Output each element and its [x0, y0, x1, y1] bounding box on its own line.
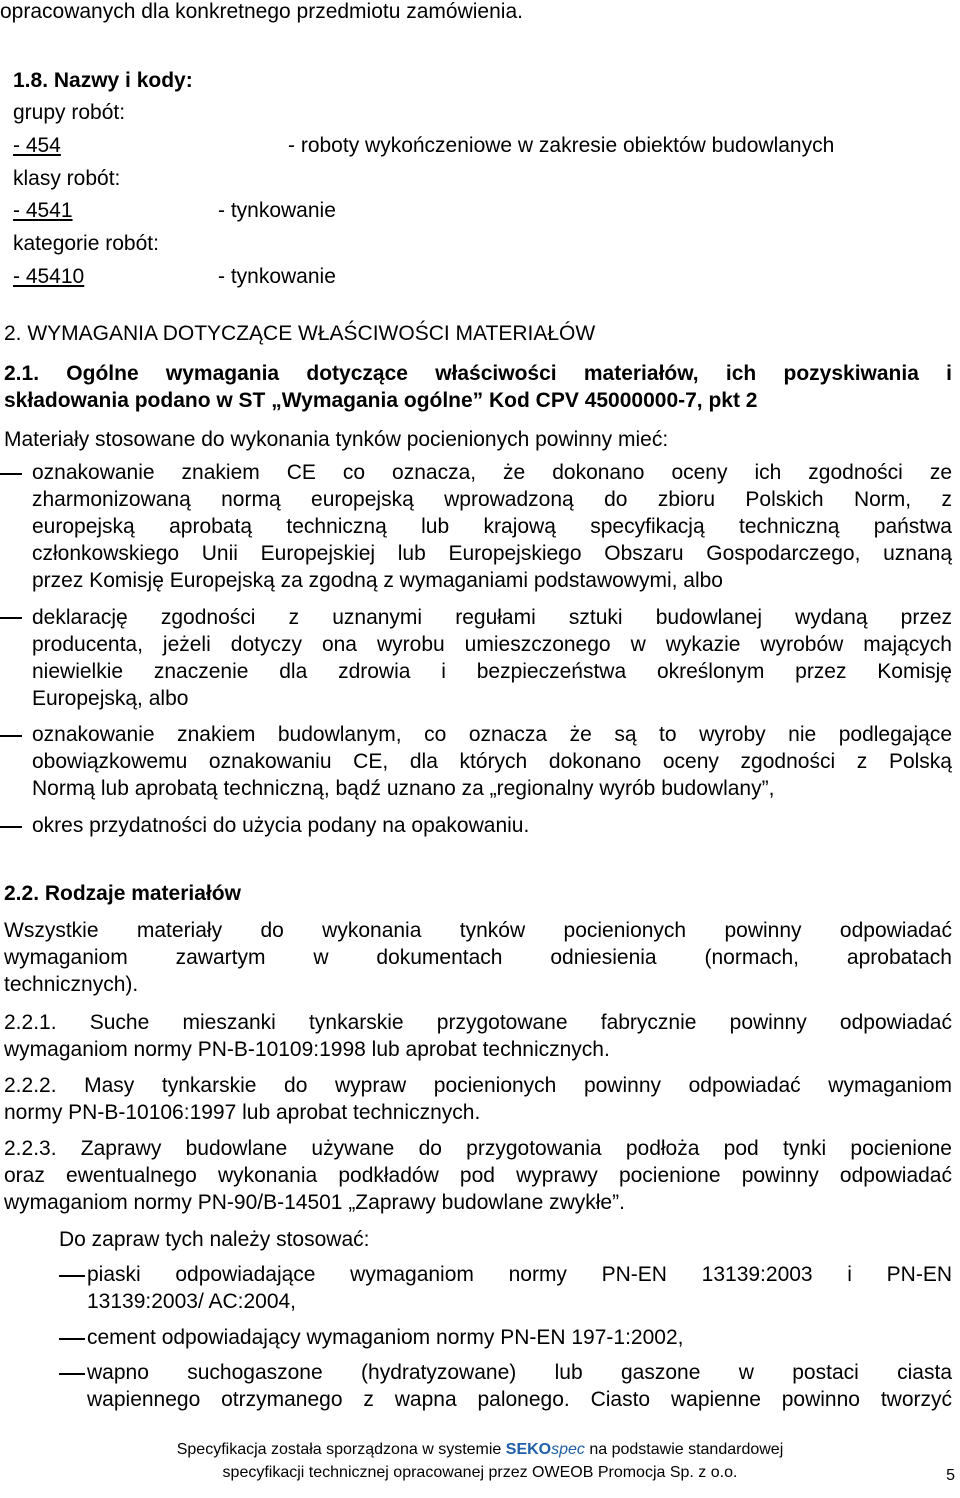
footer-line-1 — [0, 1438, 960, 1461]
mortar-bullet-line: piaski odpowiadające wymaganiom normy PN-EN 13139:2003 i PN-EN — [87, 1263, 952, 1286]
materials-intro: Materiały stosowane do wykonania tynków pocienionych powinny mieć: — [4, 428, 669, 451]
dash-bullet-icon — [0, 617, 22, 619]
paragraph-line: wymaganiom zawartym w dokumentach odniesienia (normach, aprobatach — [4, 946, 952, 969]
section-2-1-line: 2.1. Ogólne wymagania dotyczące właściwości materiałów, ich pozyskiwania i — [4, 362, 952, 385]
bullet-line: przez Komisję Europejską za zgodną z wymaganiami podstawowymi, albo — [32, 569, 723, 592]
section-2-2-heading: 2.2. Rodzaje materiałów — [4, 882, 241, 905]
bullet-line: członkowskiego Unii Europejskiej lub Europejskiego Obszaru Gospodarczego, uznaną — [32, 542, 952, 565]
mortar-bullet-line: 13139:2003/ AC:2004, — [87, 1290, 297, 1313]
top-line: opracowanych dla konkretnego przedmiotu zamówienia. — [0, 0, 523, 23]
bullet-line: europejską aprobatą techniczną lub krajową specyfikacją techniczną państwa — [32, 515, 952, 538]
dash-bullet-icon — [59, 1275, 85, 1277]
footer-text: na podstawie standardowej — [584, 1441, 784, 1458]
section-1-8-heading: 1.8. Nazwy i kody: — [13, 69, 193, 92]
categories-label: kategorie robót: — [13, 232, 159, 255]
section-2-2-2-line: normy PN-B-10106:1997 lub aprobat technicznych. — [4, 1101, 481, 1124]
section-2-2-3-line: 2.2.3. Zaprawy budowlane używane do przygotowania podłoża pod tynki pocienione — [4, 1137, 952, 1160]
bullet-line: zharmonizowaną normą europejską wprowadzoną do zbioru Polskich Norm, z — [32, 488, 952, 511]
bullet-line: Europejską, albo — [32, 687, 189, 710]
sekospec-logo-a: SEKO — [505, 1441, 552, 1458]
bullet-line: producenta, jeżeli dotyczy ona wyrobu umieszczonego w wykazie wyrobów mających — [32, 633, 952, 656]
group-desc: - roboty wykończeniowe w zakresie obiektów budowlanych — [288, 134, 835, 157]
paragraph-line: technicznych). — [4, 973, 139, 996]
bullet-line: oznakowanie znakiem budowlanym, co oznacza że są to wyroby nie podlegające — [32, 723, 952, 746]
section-2-2-3-line: wymaganiom normy PN-90/B-14501 „Zaprawy budowlane zwykłe”. — [4, 1191, 625, 1214]
mortar-bullet-line: cement odpowiadający wymaganiom normy PN-EN 197-1:2002, — [87, 1326, 684, 1349]
dash-bullet-icon — [59, 1373, 85, 1375]
section-2-2-2-line: 2.2.2. Masy tynkarskie do wypraw pocienionych powinny odpowiadać wymaganiom — [4, 1074, 952, 1097]
bullet-line: Normą lub aprobatą techniczną, bądź uznano za „regionalny wyrób budowlany”, — [32, 777, 775, 800]
groups-label: grupy robót: — [13, 101, 126, 124]
footer-line-2: specyfikacji technicznej opracowanej przez OWEOB Promocja Sp. z o.o. — [222, 1464, 738, 1481]
section-2-2-1-line: 2.2.1. Suche mieszanki tynkarskie przygotowane fabrycznie powinny odpowiadać — [4, 1011, 952, 1034]
bullet-line: okres przydatności do użycia podany na opakowaniu. — [32, 814, 530, 837]
sekospec-logo-b: spec — [551, 1441, 585, 1458]
group-code: - 454 — [13, 134, 61, 157]
mortar-intro: Do zapraw tych należy stosować: — [59, 1228, 370, 1251]
mortar-bullet-line: wapiennego otrzymanego z wapna palonego. Ciasto wapienne powinno tworzyć — [87, 1388, 952, 1411]
dash-bullet-icon — [0, 473, 22, 475]
footer-text: Specyfikacja została sporządzona w systemie — [176, 1441, 506, 1458]
category-code: - 45410 — [13, 265, 85, 288]
bullet-line: deklarację zgodności z uznanymi regułami sztuki budowlanej wydaną przez — [32, 606, 952, 629]
dash-bullet-icon — [0, 735, 22, 737]
bullet-line: oznakowanie znakiem CE co oznacza, że dokonano oceny ich zgodności ze — [32, 461, 952, 484]
paragraph-line: Wszystkie materiały do wykonania tynków pocienionych powinny odpowiadać — [4, 919, 952, 942]
dash-bullet-icon — [0, 826, 22, 828]
mortar-bullet-line: wapno suchogaszone (hydratyzowane) lub gaszone w postaci ciasta — [87, 1361, 952, 1384]
class-desc: - tynkowanie — [218, 199, 336, 222]
page-number: 5 — [946, 1467, 955, 1484]
bullet-line: obowiązkowemu oznakowaniu CE, dla których dokonano oceny zgodności z Polską — [32, 750, 952, 773]
classes-label: klasy robót: — [13, 167, 121, 190]
section-2-heading: 2. WYMAGANIA DOTYCZĄCE WŁAŚCIWOŚCI MATERIAŁÓW — [4, 322, 596, 345]
bullet-line: niewielkie znaczenie dla zdrowia i bezpieczeństwa określonym przez Komisję — [32, 660, 952, 683]
dash-bullet-icon — [59, 1338, 85, 1340]
section-2-1-line: składowania podano w ST „Wymagania ogólne” Kod CPV 45000000-7, pkt 2 — [4, 389, 758, 412]
section-2-2-1-line: wymaganiom normy PN-B-10109:1998 lub aprobat technicznych. — [4, 1038, 610, 1061]
section-2-2-3-line: oraz ewentualnego wykonania podkładów pod wyprawy pocienione powinny odpowiadać — [4, 1164, 952, 1187]
class-code: - 4541 — [13, 199, 73, 222]
category-desc: - tynkowanie — [218, 265, 336, 288]
